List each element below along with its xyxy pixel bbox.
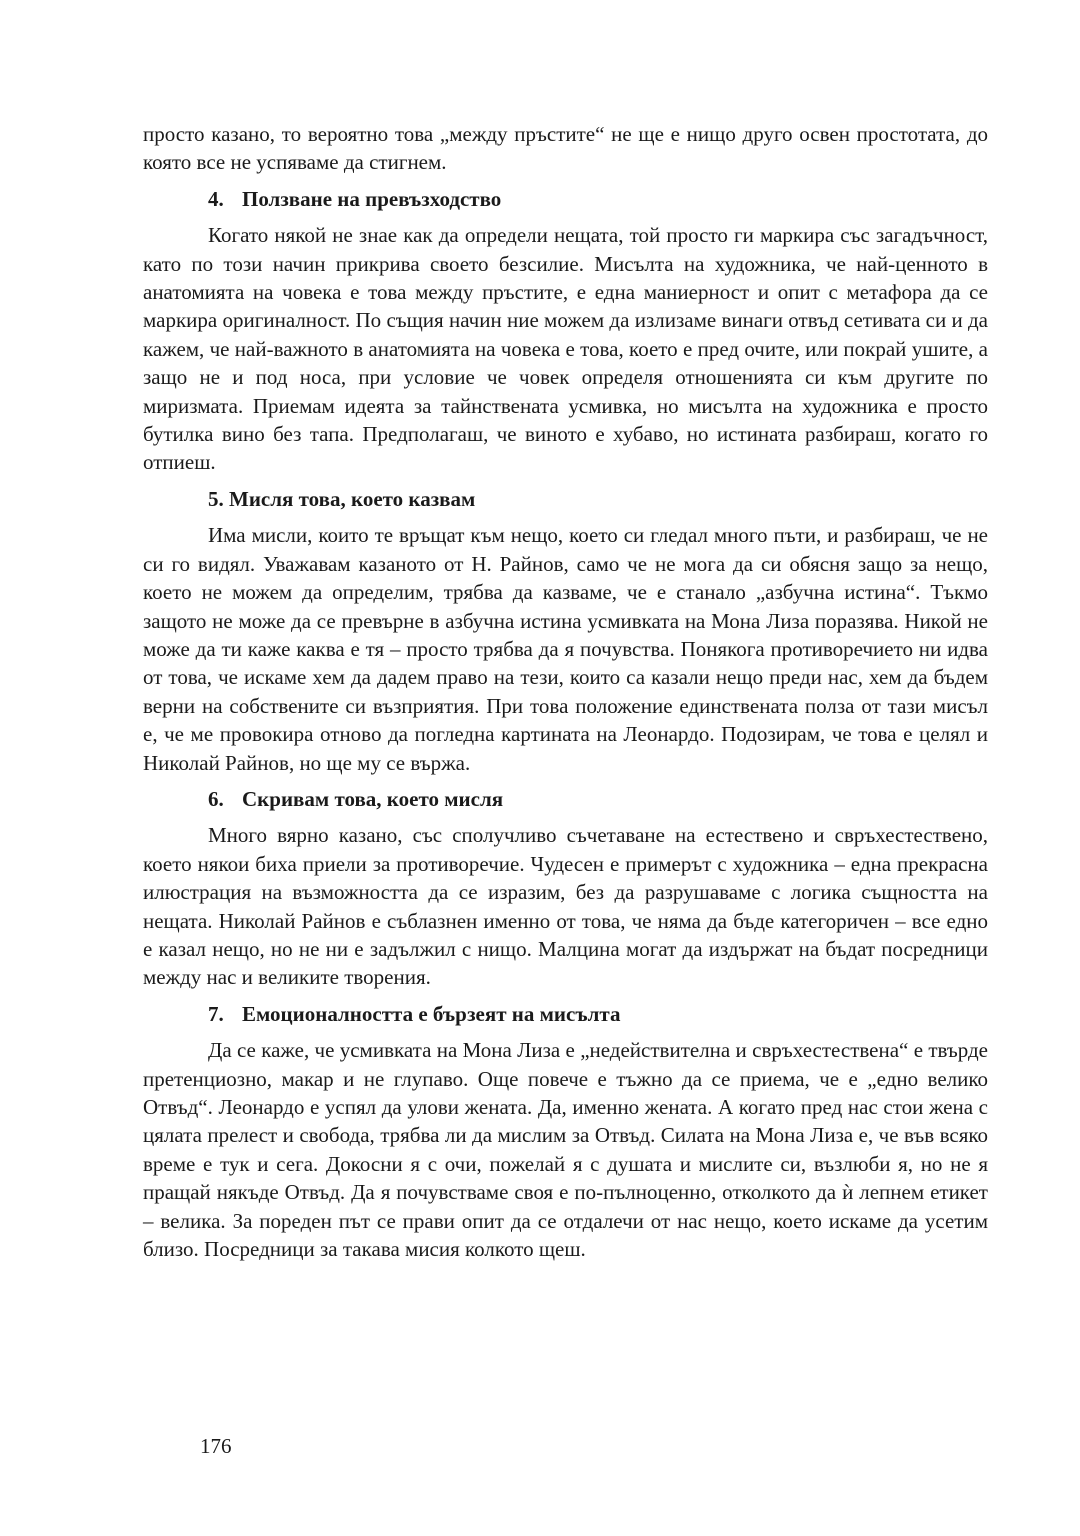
section-title: Скривам това, което мисля (242, 786, 504, 811)
section-number: 6. (208, 786, 224, 811)
section-title: Ползване на превъзходство (242, 186, 502, 211)
section-number: 7. (208, 1001, 224, 1026)
section-paragraph: Да се каже, че усмивката на Мона Лиза е „недействителна и свръхестествена“ е твърде претенциозно, макар и не глупаво. Още повече е тъжно да се приема, че е „едно велико Отвъд“. Леонардо е успял да улови жената. Да, именно жената. А когато пред нас стои жена с цялата прелест и свобода, трябва ли да мислим за Отвъд. Силата на Мона Лиза е, че във всяко време е тук и сега. Докосни я с очи, пожелай я с душата и мислите си, възлюби я, но не я пращай някъде Отвъд. Да я почувстваме своя е по-пълноценно, отколкото да ѝ лепнем етикет – велика. За пореден път се прави опит да се отдалечи от нас нещо, което искаме да усетим близо. Посредници за такава мисия колкото щеш. (143, 1038, 988, 1262)
section-paragraph: Когато някой не знае как да определи нещата, той просто ги маркира със загадъчност, като по този начин прикрива своето безсилие. Мисълта на художника, че най-ценното в анатомията на човека е това между пръстите, е една маниерност и опит с метафора да се маркира оригиналност. По същия начин ние можем да излизаме винаги отвъд сетивата си и да кажем, че най-важното в анатомията на човека е това, което е пред очите, или покрай ушите, а защо не и под носа, при условие че човек определя отношенията си към другите по миризмата. Приемам идеята за тайнствената усмивка, но мисълта на художника е просто бутилка вино без тапа. Предполагаш, че виното е хубаво, но истината разбираш, когато го отпиеш. (143, 223, 988, 475)
section-paragraph: Много вярно казано, със сполучливо съчетаване на естествено и свръхестествено, което някои биха приели за противоречие. Чудесен е примерът с художника – една прекрасна илюстрация на възможността да се изразим, без да разрушаваме с логика същността на нещата. Николай Райнов е съблазнен именно от това, че няма да бъде категоричен – все едно е казал нещо, но не ни е задължил с нищо. Малцина могат да издържат на бъдат посредници между нас и великите творения. (143, 823, 988, 990)
section-heading (143, 1000, 988, 1028)
section-title: Емоционалността е бързеят на мисълта (242, 1001, 621, 1026)
section-heading (143, 185, 988, 213)
section-number: 5. (208, 486, 224, 511)
page-content (143, 120, 988, 1263)
section-paragraph: Има мисли, които те връщат към нещо, което си гледал много пъти, и разбираш, че не си го видял. Уважавам казаното от Н. Райнов, само че не мога да си обясня защо за нещо, което не можем да определим, трябва да казваме, че е станало „азбучна истина“. Тъкмо защото не може да се превърне в азбучна истина усмивката на Мона Лиза поразява. Никой не може да ти каже каква е тя – просто трябва да я почувства. Понякога противоречието ни идва от това, че искаме хем да дадем право на тези, които са казали нещо преди нас, хем да бъдем верни на собствените си възприятия. При това положение единствената полза от тази мисъл е, че ме провокира отново да погледна картината на Леонардо. Подозирам, че това е целял и Николай Райнов, но ще му се вържа. (143, 523, 988, 775)
section-heading (143, 485, 988, 513)
intro-paragraph: просто казано, то вероятно това „между пръстите“ не ще е нищо друго освен простотата, до която все не успяваме да стигнем. (143, 122, 988, 175)
section-heading (143, 785, 988, 813)
section-title: Мисля това, което казвам (229, 486, 476, 511)
page-number: 176 (200, 1434, 232, 1458)
section-number: 4. (208, 186, 224, 211)
